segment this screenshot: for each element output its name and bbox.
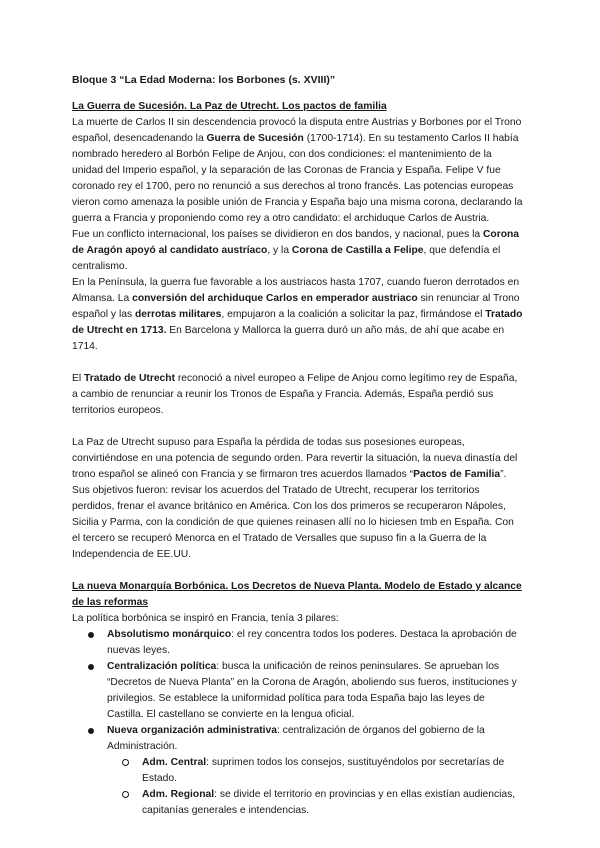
bold-text: Nueva organización administrativa xyxy=(107,725,277,736)
pillars-list xyxy=(72,627,524,755)
spacer xyxy=(72,563,524,579)
text-run: (1700-1714). En su testamento Carlos II había nombrado heredero al Borbón Felipe de Anjou, con dos condiciones: el mantenimiento de la unidad del Imperio español, y la separación de las Coronas de Francia y España. Felipe V fue coronado rey el 1700, pero no renunció a sus derechos al trono francés. Las potencias europeas vieron como amenaza la posible unión de Francia y España bajo una misma corona, declarando la guerra a Francia y proponiendo como rey a otro candidato: el archiduque Carlos de Austria. xyxy=(72,133,523,224)
text-run: , que defendía el centralismo. xyxy=(72,245,501,272)
list-item-absolutismo xyxy=(72,627,524,659)
text-run: , empujaron a la coalición a solicitar la paz, firmándose el xyxy=(221,309,486,320)
bold-text: derrotas militares xyxy=(134,309,222,320)
text-run: Fue un conflicto internacional, los países se dividieron en dos bandos, y nacional, pues la xyxy=(72,229,483,240)
bold-text: Adm. Regional xyxy=(142,789,215,800)
text-run: reconoció a nivel europeo a Felipe de Anjou como legítimo rey de España, a cambio de renunciar a reunir los Tronos de España y Francia. Además, España perdió sus territorios europeos. xyxy=(72,373,518,416)
text-run: sin renunciar al Trono español y las xyxy=(72,293,520,320)
bold-text: Absolutismo monárquico xyxy=(107,629,232,640)
paragraph-pactos-familia xyxy=(72,435,524,563)
paragraph-tratado-utrecht xyxy=(72,371,524,419)
bold-text: Pactos de Familia xyxy=(413,469,501,480)
document-page xyxy=(72,72,524,819)
bold-text: Guerra de Sucesión xyxy=(206,133,304,144)
text-run: En la Península, la guerra fue favorable a los austriacos hasta 1707, cuando fueron derrotados en Almansa. La xyxy=(72,277,520,304)
paragraph-politica-intro: La política borbónica se inspiró en Francia, tenía 3 pilares: xyxy=(72,613,339,624)
bold-text: Adm. Central xyxy=(142,757,207,768)
bold-text: Tratado de Utrecht en 1713. xyxy=(72,309,523,336)
bold-text: Corona de Aragón apoyó al candidato austríaco xyxy=(72,229,520,256)
bold-text: Tratado de Utrecht xyxy=(84,373,176,384)
spacer xyxy=(72,355,524,371)
list-item-organizacion xyxy=(72,723,524,755)
paragraph-guerra-sucesion xyxy=(72,115,524,227)
text-run: : centralización de órganos del gobierno de la Administración. xyxy=(107,725,485,752)
paragraph-conflicto xyxy=(72,227,524,275)
administration-sublist xyxy=(72,755,524,819)
document-title: Bloque 3 “La Edad Moderna: los Borbones (s. XVIII)” xyxy=(72,74,336,86)
list-item-centralizacion xyxy=(72,659,524,723)
text-run: La muerte de Carlos II sin descendencia provocó la disputa entre Austrias y Borbones por el Trono español, desencadenando la xyxy=(72,117,522,144)
paragraph-peninsula xyxy=(72,275,524,355)
sublist-item-adm-regional xyxy=(72,787,524,819)
bold-text: conversión del archiduque Carlos en emperador austriaco xyxy=(132,293,418,304)
text-run: : suprimen todos los consejos, sustituyéndolos por secretarías de Estado. xyxy=(142,757,505,784)
text-run: : el rey concentra todos los poderes. Destaca la aprobación de nuevas leyes. xyxy=(107,629,517,656)
section-heading-monarquia-borbonica: La nueva Monarquía Borbónica. Los Decretos de Nueva Planta. Modelo de Estado y alcance de las reformas xyxy=(72,581,522,608)
text-run: : busca la unificación de reinos peninsulares. Se aprueban los “Decretos de Nueva Planta” en la Corona de Aragón, aboliendo sus fueros, instituciones y privilegios. Se establece la uniformidad política para toda España bajo las leyes de Castilla. El castellano se convierte en la lengua oficial. xyxy=(107,661,517,720)
section-heading-guerra-sucesion: La Guerra de Sucesión. La Paz de Utrecht. Los pactos de familia xyxy=(72,101,387,112)
bold-text: Centralización política xyxy=(107,661,217,672)
text-run: ”. Sus objetivos fueron: revisar los acuerdos del Tratado de Utrecht, recuperar los territorios perdidos, frenar el avance británico en América. Con los dos primeros se recuperaron Nápoles, Sicilia y Parma, con la condición de que quienes reinasen allí no lo hiciesen tmb en España. Con el tercero se recuperó Menorca en el Tratado de Versalles que supuso fin a la Guerra de la Independencia de EE.UU. xyxy=(72,469,514,560)
text-run: En Barcelona y Mallorca la guerra duró un año más, de ahí que acabe en 1714. xyxy=(72,325,505,352)
text-run: El xyxy=(72,373,85,384)
spacer xyxy=(72,419,524,435)
text-run: La Paz de Utrecht supuso para España la pérdida de todas sus posesiones europeas, convirtiéndose en una potencia de segundo orden. Para revertir la situación, la nueva dinastía del trono español se alineó con Francia y se firmaron tres acuerdos llamados “ xyxy=(72,437,518,480)
sublist-item-adm-central xyxy=(72,755,524,787)
text-run: , y la xyxy=(267,245,292,256)
text-run: : se divide el territorio en provincias y en ellas existían audiencias, capitanías generales e intendencias. xyxy=(142,789,516,816)
bold-text: Corona de Castilla a Felipe xyxy=(291,245,424,256)
